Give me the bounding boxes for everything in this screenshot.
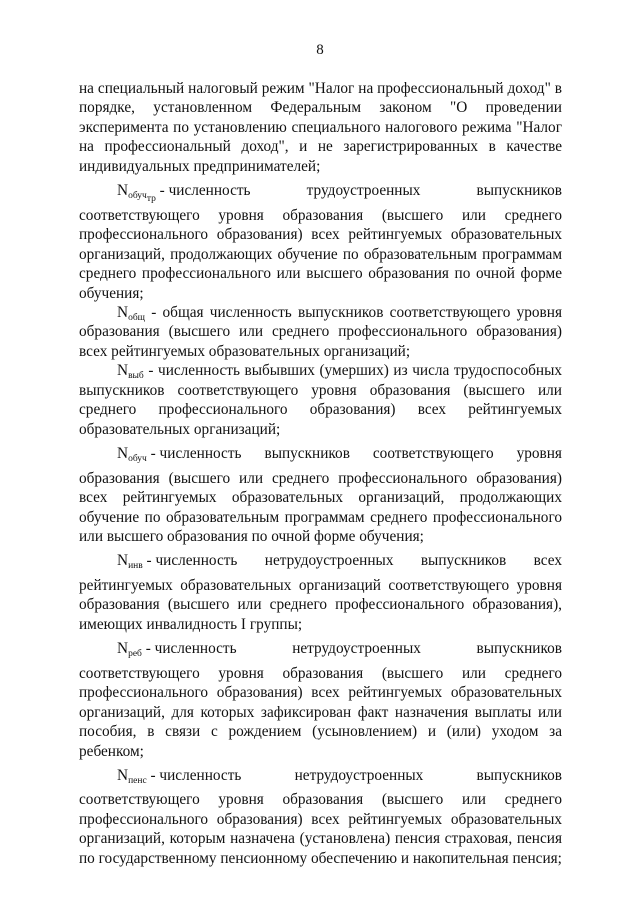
definition-body: образования (высшего или среднего профессионального образования) всех рейтингуемых образовательных организаций, продолжающих обучение по образовательным программам среднего профессионального или высшего образования по очной форме обучения; [79,469,562,545]
definition-word: выпускников [476,766,562,784]
definition-body: $N_{общ}$ - общая численность выпускников соответствующего уровня образования (высшего или среднего профессионального образования) всех рейтингуемых образовательных организаций; [79,303,562,360]
intro-line: на профессиональный доход", и не зарегистрированных в качестве [79,138,562,156]
definition-head [117,766,241,785]
definition-body: соответствующего уровня образования (высшего или среднего профессионального образования) всех рейтингуемых образовательных организаций, продолжающих обучение по образовательным программам среднего профессионального или высшего образования по очной форме обучения; [79,206,562,302]
definition-word: нетрудоустроенных [292,640,421,658]
definition-n-vyb [79,361,562,439]
variable-symbol: $N_{обуч}$ [117,445,147,465]
definition-word: нетрудоустроенных [294,766,424,784]
definition-head [117,639,237,658]
variable-symbol: $N_{обуч_{тр}}$ [117,182,156,205]
definition-body: соответствующего уровня образования (высшего или среднего профессионального образования) всех рейтингуемых образовательных организаций, которым назначена (установлена) пенсия страховая, пенсия по государственному пенсионному обеспечению и накопительная пенсия; [79,791,562,867]
definition-word: уровня [516,445,562,463]
intro-line: индивидуальных предпринимателей; [79,157,321,175]
definition-n-inv [79,551,562,634]
variable-symbol: $N_{пенс}$ [117,766,147,786]
variable-symbol: $N_{реб}$ [117,640,142,660]
intro-line: эксперимента по установлению специального налогового режима "Налог [79,118,562,136]
document-body [79,79,562,868]
definition-n-pens [79,766,562,868]
definition-word: - численность [145,640,237,658]
definition-body: $N_{выб}$ - численность выбывших (умерших) из числа трудоспособных выпускников соответствующего уровня образования (высшего или среднего профессионального образования) всех рейтингуемых образовательных организаций; [79,362,562,438]
variable-symbol: $N_{выб}$ [117,362,144,382]
definition-head [117,444,242,463]
definition-word: нетрудоустроенных [264,552,394,570]
definition-n-obuch [79,444,562,546]
definition-head [117,181,251,205]
page-number: 8 [316,42,324,58]
intro-paragraph [79,79,562,176]
variable-symbol: $N_{инв}$ [117,552,143,572]
definition-word: - численность [150,445,242,463]
definition-n-obsch [79,303,562,361]
definition-word: - численность [146,552,238,570]
definition-head [117,551,237,570]
definition-word: выпускников [476,182,562,200]
intro-line: на специальный налоговый режим "Налог на профессиональный доход" [79,80,551,97]
definition-word: - численность [159,182,251,200]
definition-word: соответствующего [372,445,494,463]
definition-word: трудоустроенных [306,182,421,200]
definition-n-obuch-tr [79,181,562,303]
definition-n-reb [79,639,562,761]
variable-symbol: $N_{общ}$ [117,303,145,323]
intro-line: в порядке, установленном Федеральным законом "О проведении [79,80,563,117]
definition-word: выпускников [476,640,562,658]
definition-word: - численность [150,766,242,784]
definition-word: всех [533,552,562,570]
definition-word: выпускников [264,445,350,463]
definition-body: рейтингуемых образовательных организаций соответствующего уровня образования (высшего или среднего профессионального образования), имеющих инвалидность I группы; [79,576,562,633]
definition-word: выпускников [420,552,507,570]
definition-body: соответствующего уровня образования (высшего или среднего профессионального образования) всех рейтингуемых образовательных организаций, для которых зафиксирован факт назначения выплаты или пособия, в связи с рождением (усыновлением) и (или) уходом за ребенком; [79,664,562,760]
